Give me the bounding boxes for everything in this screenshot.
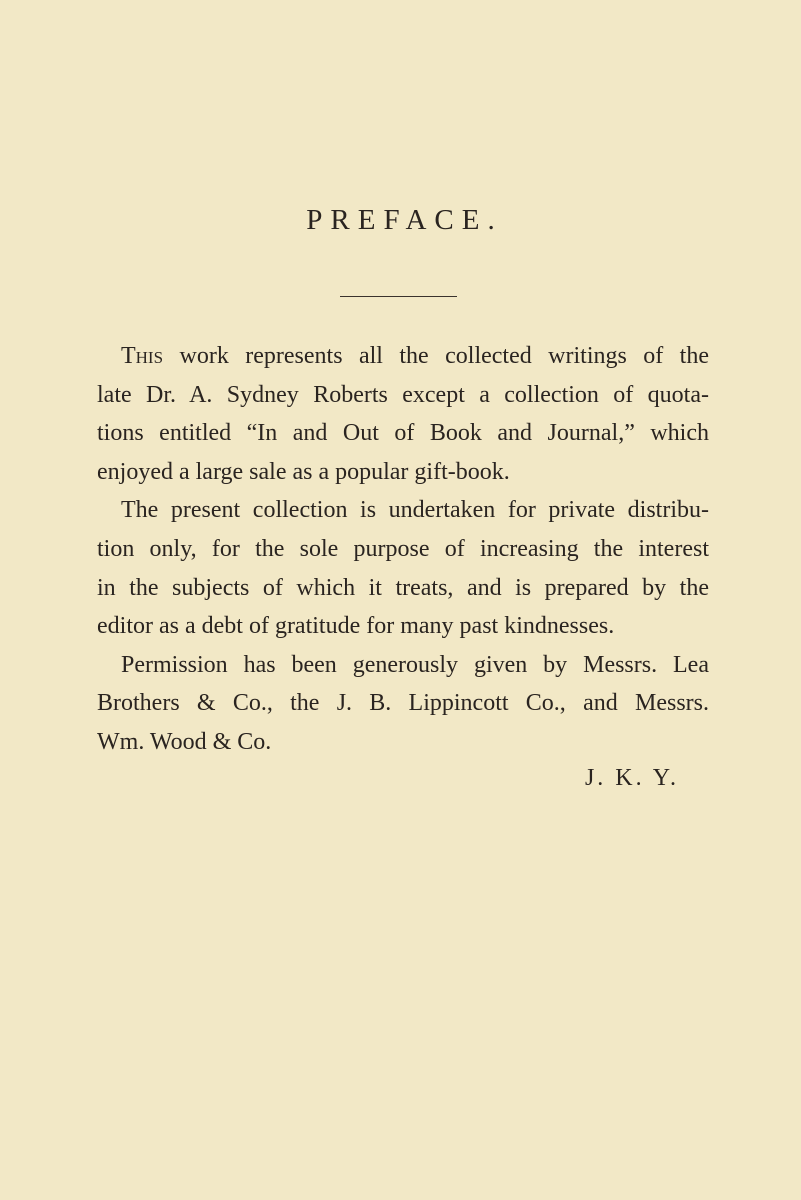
- preface-body: [97, 337, 709, 762]
- text-line: late Dr. A. Sydney Roberts except a collection of quota-: [97, 381, 709, 408]
- paragraph-3: [97, 646, 709, 762]
- page-title: PREFACE.: [306, 204, 503, 236]
- author-initials-signature: J. K. Y.: [584, 765, 679, 791]
- text-line: Brothers & Co., the J. B. Lippincott Co., and Messrs.: [97, 690, 709, 717]
- title-rule-divider: [340, 296, 457, 297]
- lead-line-rest: work represents all the collected writings of the: [163, 343, 709, 369]
- text-line: tion only, for the sole purpose of increasing the interest: [97, 535, 709, 562]
- text-line: in the subjects of which it treats, and is prepared by the: [97, 574, 709, 601]
- lead-word: This: [121, 343, 164, 369]
- text-line: The present collection is undertaken for private distribu-: [121, 497, 709, 524]
- text-line: Permission has been generously given by Messrs. Lea: [121, 651, 709, 678]
- text-line: Wm. Wood & Co.: [97, 728, 272, 755]
- text-line: enjoyed a large sale as a popular gift-book.: [97, 458, 510, 485]
- paragraph-1: [97, 337, 709, 491]
- paragraph-2: [97, 491, 709, 645]
- text-line: editor as a debt of gratitude for many past kindnesses.: [97, 613, 615, 640]
- text-line: tions entitled “In and Out of Book and Journal,” which: [97, 420, 709, 447]
- text-line: [97, 337, 709, 376]
